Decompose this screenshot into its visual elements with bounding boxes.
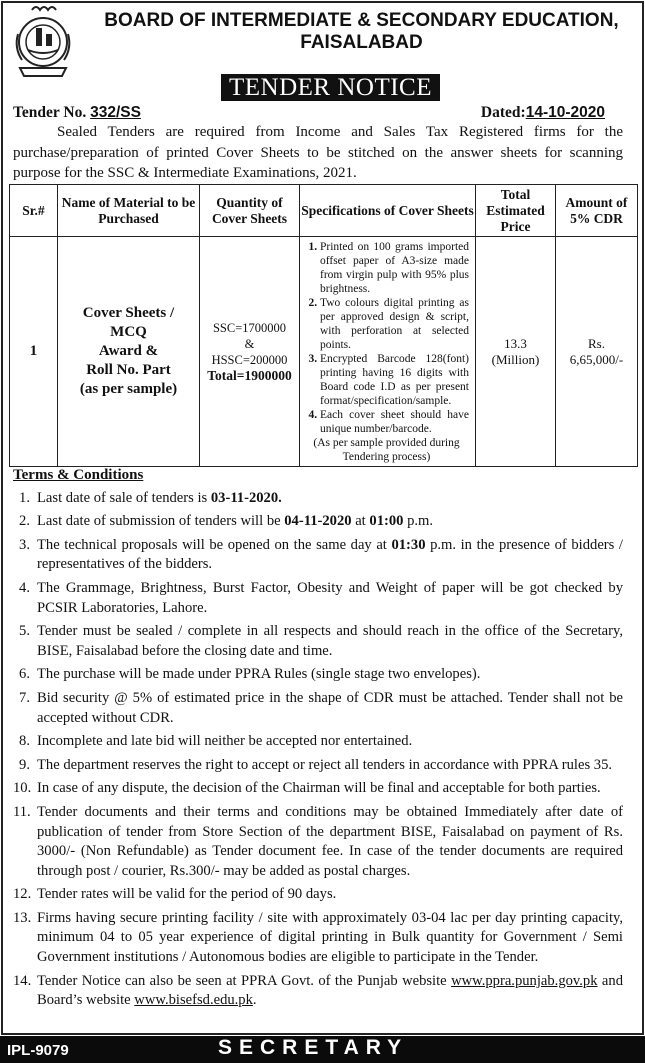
- term-text-segment: Firms having secure printing facility / site with approximately 03-04 lac per day printing capacity, minimum 04 to 05 year experience of digital printing in Bulk quantity for Government / Semi Government institutions / Autonomous bodies are eligible to participate in the Tender.: [37, 909, 623, 966]
- table-header-row: [10, 185, 638, 237]
- term-text-segment: 04-11-2020: [284, 513, 352, 530]
- tender-date: Dated:14-10-2020: [480, 104, 605, 121]
- term-number: 7.: [19, 689, 30, 706]
- term-text-segment: Tender rates will be valid for the period of 90 days.: [37, 886, 337, 903]
- term-text-segment: Tender Notice can also be seen at PPRA Govt. of the Punjab website: [37, 972, 452, 989]
- term-text: [37, 909, 623, 968]
- organization-title: BOARD OF INTERMEDIATE & SECONDARY EDUCATION, FAISALABAD: [104, 10, 619, 53]
- term-text-segment: Tender documents and their terms and conditions may be obtained Immediately after date of publication of tender from Store Section of the department BISE, Faisalabad on payment of Rs. 3000/- (Non Refundable) as Tender document fee. In case of the tender documents are required through post / courier, Rs.300/- may be added as postal charges.: [37, 803, 623, 879]
- term-text-segment: .: [252, 992, 257, 1009]
- term-text-segment: In case of any dispute, the decision of the Chairman will be final and acceptable for both parties.: [37, 780, 601, 797]
- term-text-segment: 01:30: [391, 536, 426, 553]
- term-text-segment: Last date of sale of tenders is: [37, 489, 211, 506]
- term-number: 1.: [19, 489, 30, 506]
- term-text-segment: The technical proposals will be opened on the same day at: [37, 536, 392, 553]
- term-text-segment: The purchase will be made under PPRA Rules (single stage two envelopes).: [37, 666, 481, 683]
- tender-number: Tender No. 332/SS: [13, 104, 141, 121]
- term-item: [13, 732, 623, 752]
- publication-ref: IPL-9079: [7, 1042, 69, 1059]
- spec-item: 2. Two colours digital printing as per approved design & script, with perforation at selected points.: [320, 296, 469, 352]
- cell-specifications: [300, 237, 476, 467]
- term-item: [13, 536, 623, 575]
- tender-table: [9, 184, 638, 467]
- term-item: [13, 885, 623, 905]
- website-link[interactable]: www.bisefsd.edu.pk: [134, 992, 253, 1009]
- cell-quantity: SSC=1700000 & HSSC=200000 Total=1900000: [200, 237, 300, 467]
- term-text-segment: Incomplete and late bid will neither be accepted nor entertained.: [37, 733, 413, 750]
- term-text: [37, 512, 623, 532]
- term-number: 10.: [13, 780, 32, 797]
- term-item: [13, 489, 623, 509]
- term-text: [37, 972, 623, 1011]
- term-text-segment: Bid security @ 5% of estimated price in the shape of CDR must be attached. Tender shall not be accepted without CDR.: [37, 689, 623, 726]
- table-row: [10, 237, 638, 467]
- spec-item: 4. Each cover sheet should have unique number/barcode.: [320, 408, 469, 436]
- term-text-segment: The Grammage, Brightness, Burst Factor, Obesity and Weight of paper will be got checked by PCSIR Laboratories, Lahore.: [37, 579, 623, 616]
- cell-material: Cover Sheets / MCQ Award & Roll No. Part (as per sample): [58, 237, 200, 467]
- cell-cdr: Rs. 6,65,000/-: [556, 237, 638, 467]
- term-item: [13, 803, 623, 881]
- notice-title: TENDER NOTICE: [221, 74, 440, 101]
- col-sr: Sr.#: [10, 185, 58, 237]
- spec-item: 1. Printed on 100 grams imported offset paper of A3-size made from virgin pulp with 95% plus brightness.: [320, 240, 469, 296]
- term-item: [13, 665, 623, 685]
- col-cdr: Amount of 5% CDR: [556, 185, 638, 237]
- term-text-segment: and Board’s website: [37, 972, 623, 1009]
- term-text: [37, 489, 623, 509]
- signatory: SECRETARY: [218, 1036, 409, 1059]
- term-item: [13, 972, 623, 1011]
- term-text-segment: 03-11-2020.: [210, 489, 282, 506]
- term-text-segment: at: [351, 513, 370, 530]
- term-text: [37, 779, 623, 799]
- term-text-segment: p.m.: [403, 513, 434, 530]
- col-price: Total Estimated Price: [476, 185, 556, 237]
- term-text: [37, 756, 623, 776]
- term-number: 5.: [19, 623, 30, 640]
- cell-sr: 1: [10, 237, 58, 467]
- term-number: 6.: [19, 666, 30, 683]
- term-text-segment: Last date of submission of tenders will be: [37, 513, 285, 530]
- term-number: 12.: [13, 886, 32, 903]
- term-item: [13, 756, 623, 776]
- col-material: Name of Material to be Purchased: [58, 185, 200, 237]
- terms-list: [13, 489, 623, 1011]
- term-text: [37, 579, 623, 618]
- term-text: [37, 536, 623, 575]
- terms-title: Terms & Conditions: [13, 467, 144, 483]
- col-specifications: Specifications of Cover Sheets: [300, 185, 476, 237]
- term-text: [37, 803, 623, 881]
- term-text: [37, 689, 623, 728]
- term-number: 8.: [19, 733, 30, 750]
- footer-bar: [0, 1036, 645, 1063]
- term-text: [37, 732, 623, 752]
- term-item: [13, 909, 623, 968]
- term-item: [13, 689, 623, 728]
- term-number: 11.: [13, 803, 31, 820]
- term-item: [13, 779, 623, 799]
- term-number: 4.: [19, 579, 30, 596]
- term-item: [13, 512, 623, 532]
- term-number: 3.: [19, 536, 30, 553]
- term-item: [13, 579, 623, 618]
- term-text-segment: The department reserves the right to accept or reject all tenders in accordance with PPRA rules 35.: [37, 756, 613, 773]
- term-text-segment: Tender must be sealed / complete in all respects and should reach in the office of the Secretary, BISE, Faisalabad before the closing date and time.: [37, 623, 623, 659]
- spec-item: 3. Encrypted Barcode 128(font) printing having 16 digits with Board code I.D as per present format/specification/sample.: [320, 352, 469, 408]
- term-text-segment: 01:00: [369, 513, 404, 530]
- website-link[interactable]: www.ppra.punjab.gov.pk: [451, 972, 598, 989]
- spec-note: (As per sample provided during Tendering process): [313, 437, 460, 463]
- term-text: [37, 622, 623, 661]
- term-number: 2.: [19, 513, 30, 530]
- term-text: [37, 885, 623, 905]
- col-quantity: Quantity of Cover Sheets: [200, 185, 300, 237]
- board-logo-icon: [10, 4, 76, 82]
- term-number: 13.: [13, 909, 32, 926]
- term-number: 9.: [19, 756, 30, 773]
- term-number: 14.: [13, 972, 32, 989]
- cell-price: 13.3 (Million): [476, 237, 556, 467]
- intro-paragraph: Sealed Tenders are required from Income and Sales Tax Registered firms for the purchase/preparation of printed Cover Sheets to be stitched on the answer sheets for scanning purpose for the SSC & Intermediate Examinations, 2021.: [13, 124, 623, 181]
- term-text: [37, 665, 623, 685]
- terms-section: [13, 466, 623, 1015]
- term-text-segment: p.m. in the presence of bidders / representatives of the bidders.: [37, 536, 623, 573]
- term-item: [13, 622, 623, 661]
